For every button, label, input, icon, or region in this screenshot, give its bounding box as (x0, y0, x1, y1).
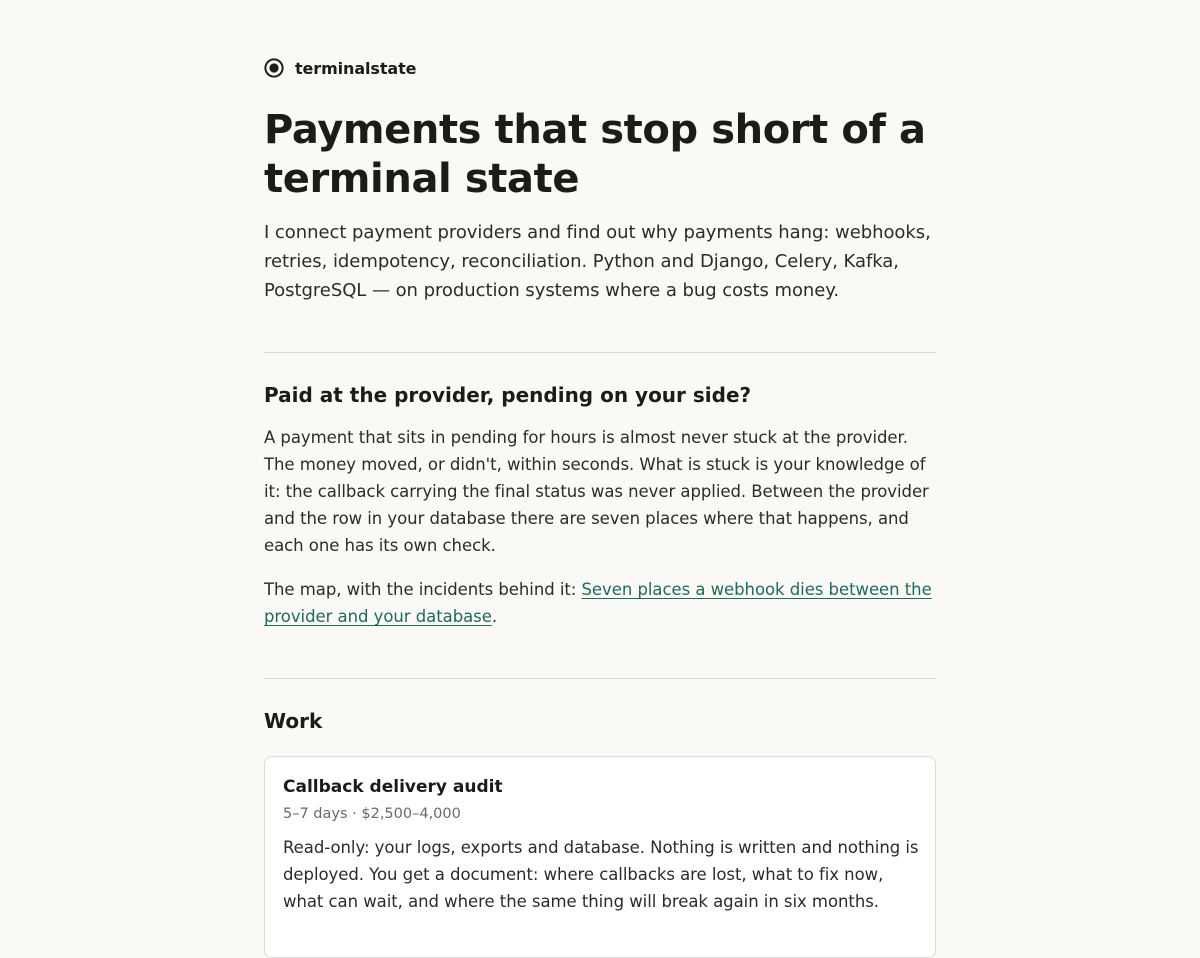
hero-lead: I connect payment providers and find out why payments hang: webhooks, retries, idempotency, reconciliation. Python and Django, Celery, Kafka, PostgreSQL — on production systems where a bug costs money. (264, 222, 931, 301)
map-prefix: The map, with the incidents behind it: (264, 580, 582, 599)
service-meta: 5–7 days · $2,500–4,000 (283, 806, 461, 822)
section-divider (264, 678, 936, 679)
problem-body: A payment that sits in pending for hours is almost never stuck at the provider. The money moved, or didn't, within seconds. What is stuck is your knowledge of it: the callback carrying the final status was never applied. Between the provider and the row in your database there are seven places where that happens, and each one has its own check. (264, 428, 929, 555)
work-heading: Work (264, 709, 323, 733)
section-divider (264, 352, 936, 353)
service-title: Callback delivery audit (283, 777, 503, 797)
brand[interactable] (264, 57, 416, 79)
page-title: Payments that stop short of a terminal state (264, 107, 926, 202)
brand-name: terminalstate (295, 58, 417, 78)
service-card (264, 756, 936, 958)
problem-heading: Paid at the provider, pending on your side? (264, 383, 752, 407)
radio-target-icon (264, 58, 284, 78)
webhook-map-link[interactable]: Seven places a webhook dies between the provider and your database (264, 580, 932, 626)
map-suffix: . (491, 607, 498, 626)
map-paragraph (264, 576, 936, 630)
service-description: Read-only: your logs, exports and database. Nothing is written and nothing is deployed. You get a document: where callbacks are lost, what to fix now, what can wait, and where the same thing will break again in six months. (283, 838, 919, 911)
